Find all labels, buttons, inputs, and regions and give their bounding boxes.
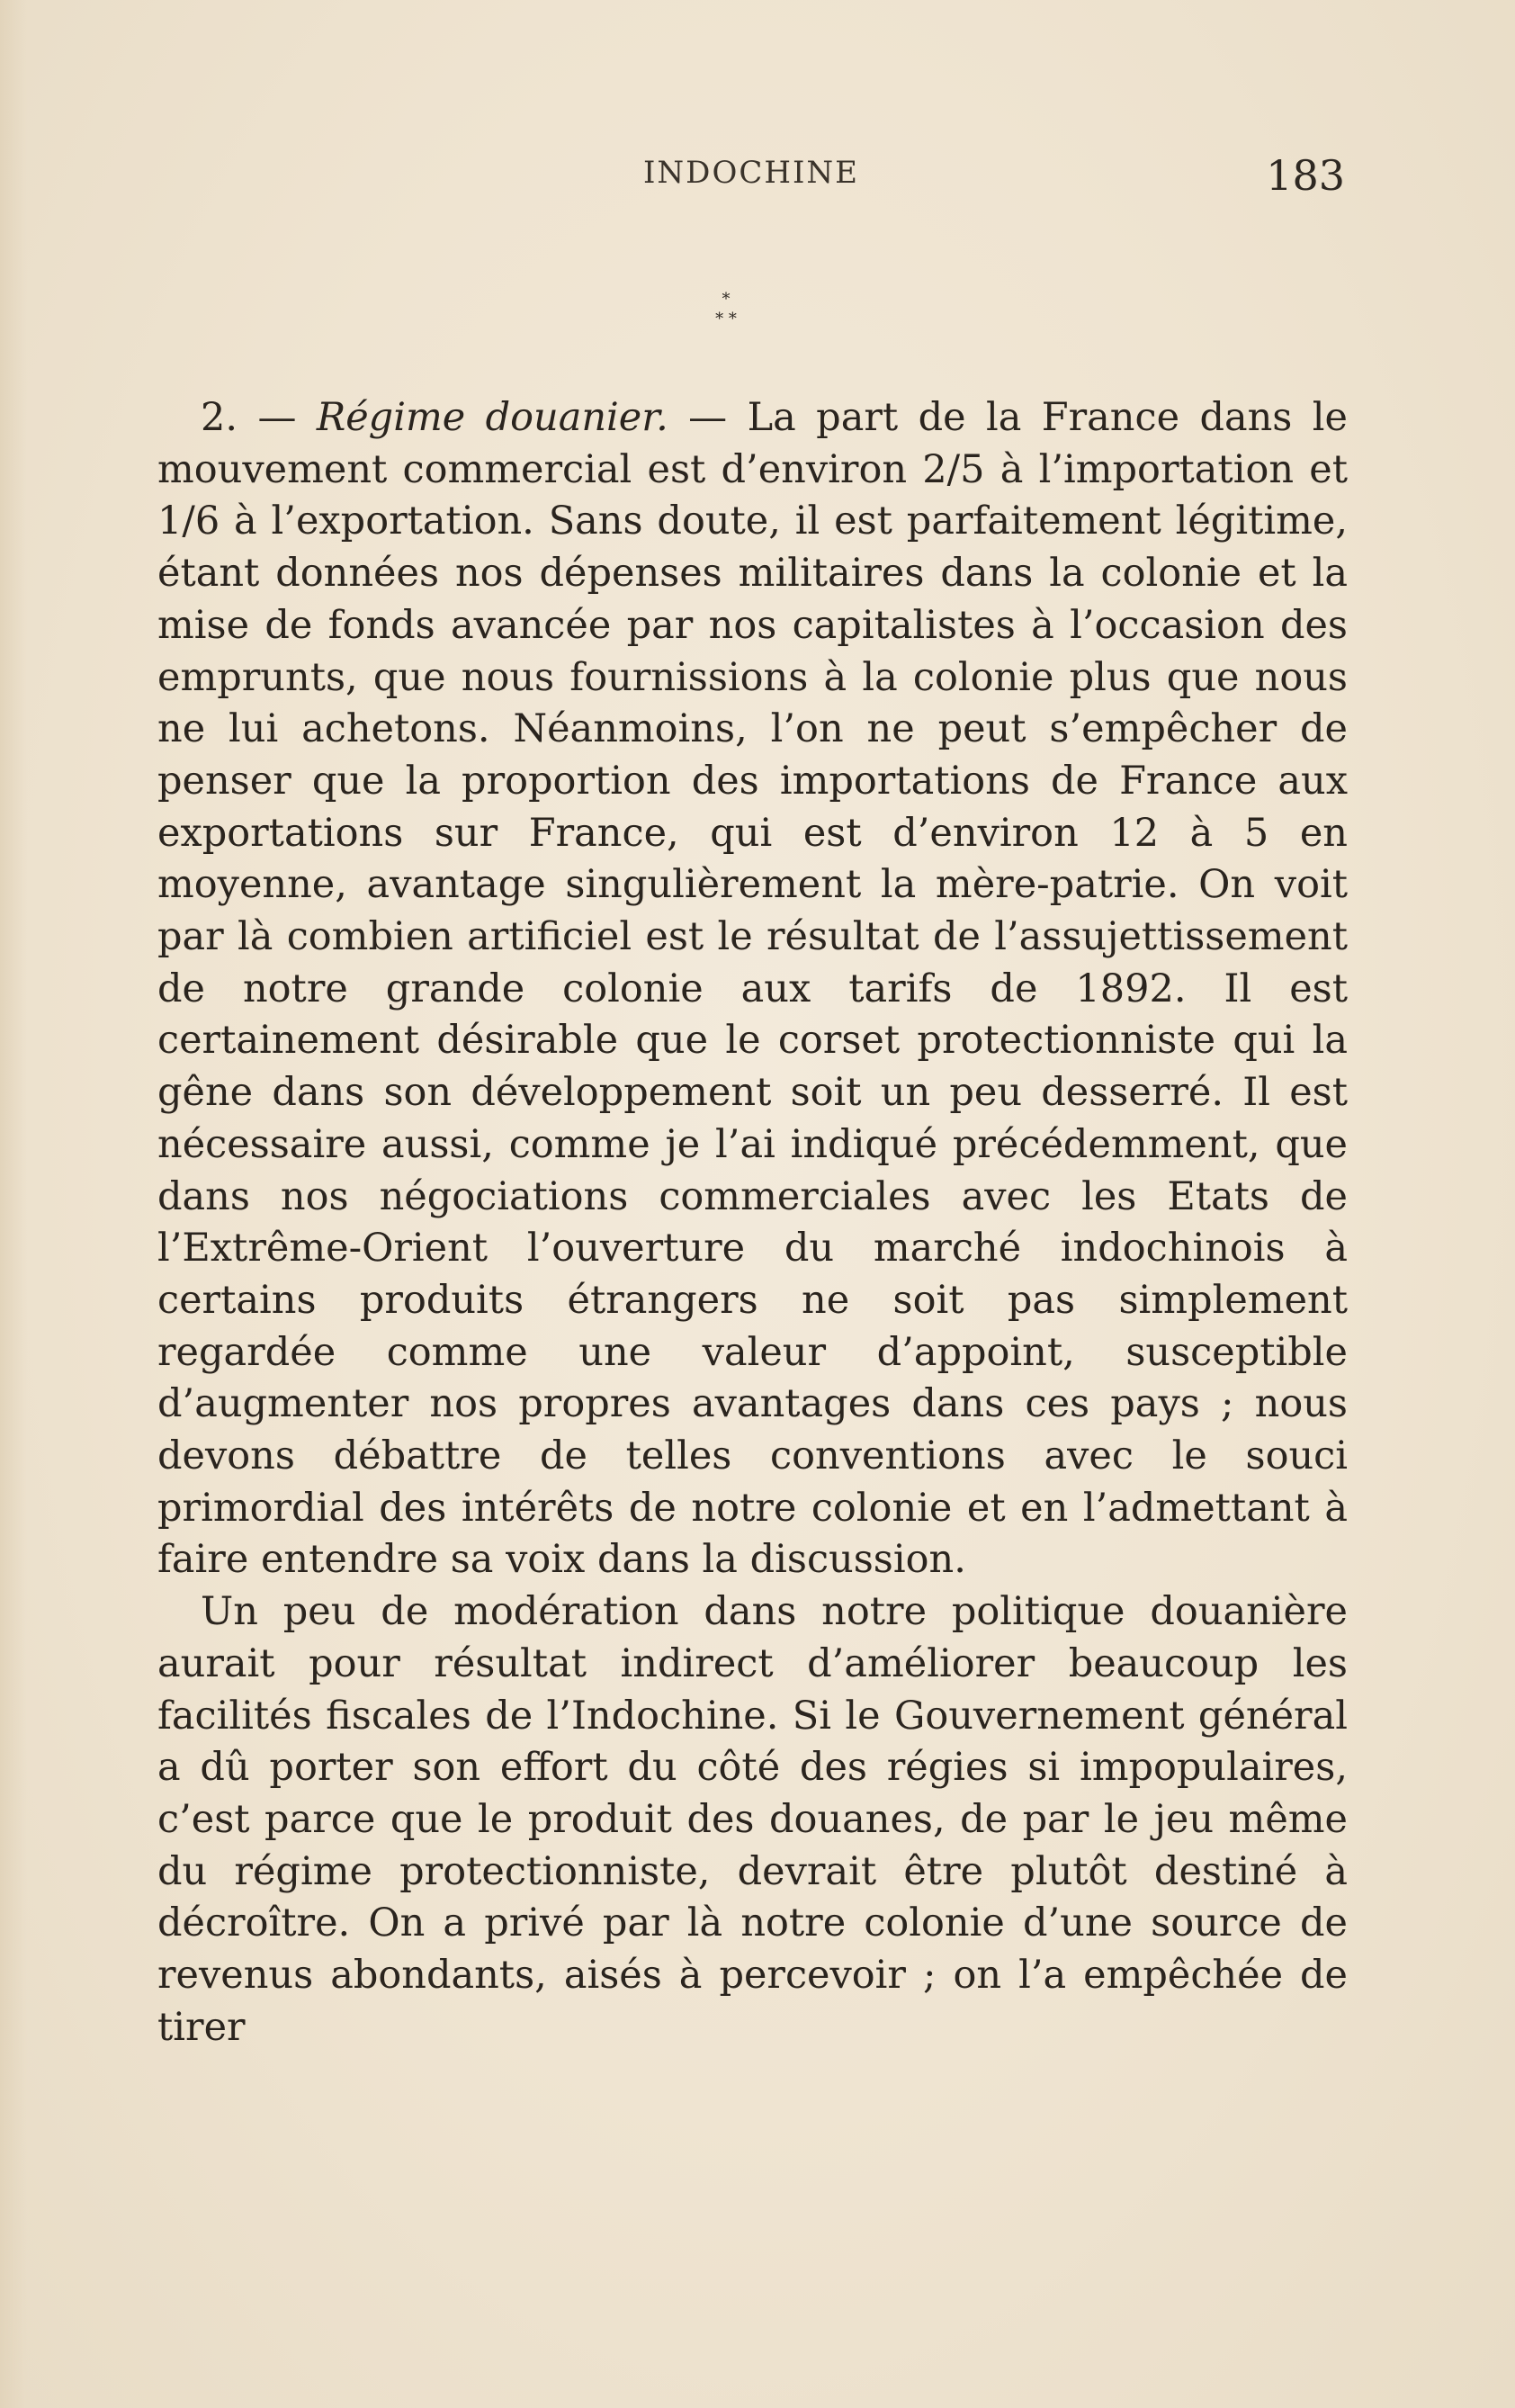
paragraph-1	[157, 392, 1348, 1586]
paragraph-2	[157, 1586, 1348, 2053]
page-edge-shadow	[0, 0, 27, 2408]
section-title: Régime douanier.	[316, 395, 668, 440]
running-title: INDOCHINE	[643, 155, 859, 191]
asterism-ornament	[704, 290, 749, 344]
paragraph-1-text: La part de la France dans le mouvement commercial est d’environ 2/5 à l’importation et 1/6 à l’exportation. Sans doute, il est parfaitement légitime, étant données nos dépenses militaires dans la colonie et la mise de fonds avancée par nos capitalistes à l’occasion des emprunts, que nous fournissions à la colonie plus que nous ne lui achetons. Néanmoins, l’on ne peut s’empêcher de penser que la proportion des importations de France aux exportations sur France, qui est d’environ 12 à 5 en moyenne, avantage singulièrement la mère-patrie. On voit par là combien artificiel est le résultat de l’assujettissement de notre grande colonie aux tarifs de 1892. Il est certainement désirable que le corset protectionniste qui la gêne dans son développement soit un peu desserré. Il est nécessaire aussi, comme je l’ai indiqué précédemment, que dans nos négociations commerciales avec les Etats de l’Extrême-Orient l’ouverture du marché indochinois à certains produits étrangers ne soit pas simplement regardée comme une valeur d’appoint, susceptible d’augmenter nos propres avantages dans ces pays ; nous devons débattre de telles conventions avec le souci primordial des intérêts de notre colonie et en l’admettant à faire entendre sa voix dans la discussion.	[157, 395, 1348, 1583]
page-number: 183	[1266, 151, 1345, 200]
body-text	[157, 392, 1348, 2054]
asterism-top: *	[722, 290, 731, 309]
section-title-dash: —	[668, 395, 748, 440]
section-number: 2. —	[201, 395, 317, 440]
paragraph-2-text: Un peu de modération dans notre politique douanière aurait pour résultat indirect d’améliorer beaucoup les facilités fiscales de l’Indochine. Si le Gouvernement général a dû porter son effort du côté des régies si impopulaires, c’est parce que le produit des douanes, de par le jeu même du régime protectionniste, devrait être plutôt destiné à décroître. On a privé par là notre colonie d’une source de revenus abondants, aisés à percevoir ; on l’a empêchée de tirer	[157, 1589, 1348, 2050]
page-header	[157, 151, 1345, 205]
asterism-bottom: * *	[715, 310, 737, 328]
